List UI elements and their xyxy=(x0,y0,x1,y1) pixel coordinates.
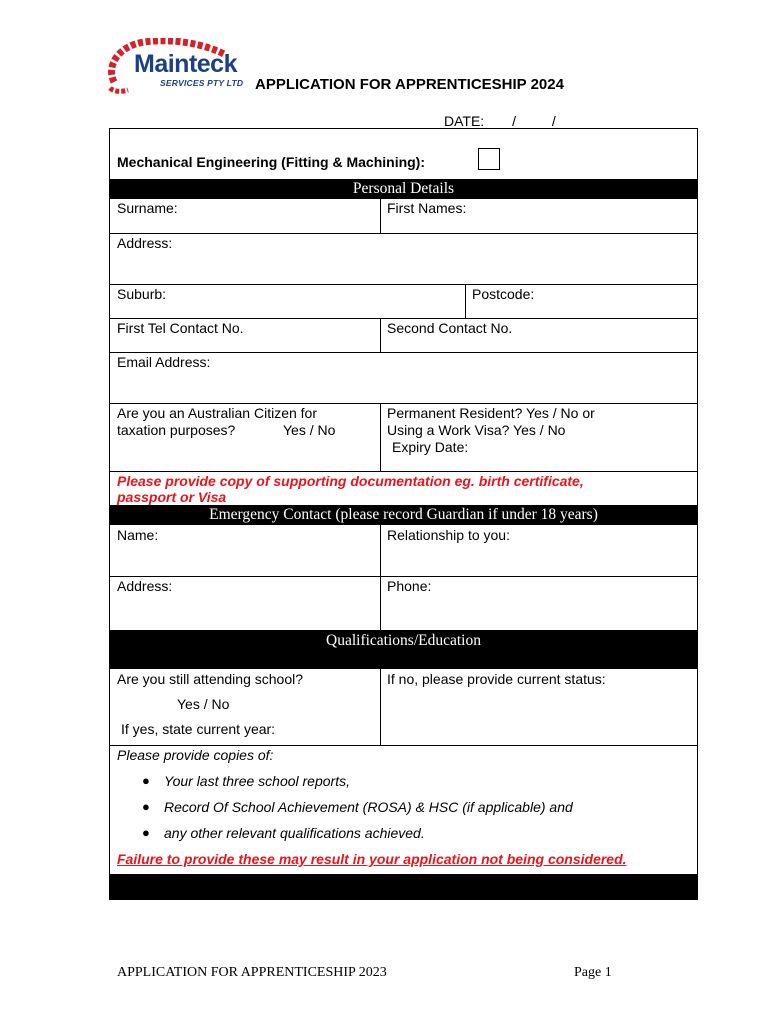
divider xyxy=(380,318,381,352)
expiry-date-field[interactable]: Expiry Date: xyxy=(392,439,469,455)
footer-title: APPLICATION FOR APPRENTICESHIP 2023 xyxy=(117,965,387,980)
surname-field[interactable]: Surname: xyxy=(117,200,178,216)
date-separator: / xyxy=(512,113,516,129)
documentation-notice-line1: Please provide copy of supporting documentation eg. birth certificate, xyxy=(117,473,584,489)
bullet-icon: ● xyxy=(142,799,150,814)
bottom-bar xyxy=(110,874,697,899)
postcode-field[interactable]: Postcode: xyxy=(472,286,535,302)
resident-question-line1[interactable]: Permanent Resident? Yes / No or xyxy=(387,405,595,421)
first-tel-field[interactable]: First Tel Contact No. xyxy=(117,320,244,336)
divider xyxy=(380,199,381,233)
emergency-name-field[interactable]: Name: xyxy=(117,527,159,543)
current-status-field[interactable]: If no, please provide current status: xyxy=(387,671,606,687)
divider xyxy=(109,576,698,577)
course-label: Mechanical Engineering (Fitting & Machining): xyxy=(117,154,426,170)
date-separator: / xyxy=(551,113,556,129)
current-year-field[interactable]: If yes, state current year: xyxy=(121,721,276,737)
failure-warning: Failure to provide these may result in your application not being considered. xyxy=(117,851,627,867)
copies-intro: Please provide copies of: xyxy=(117,747,274,763)
divider xyxy=(109,745,698,746)
emergency-address-field[interactable]: Address: xyxy=(117,578,173,594)
email-field[interactable]: Email Address: xyxy=(117,354,211,370)
divider xyxy=(109,403,698,404)
logo-subtitle: SERVICES PTY LTD xyxy=(160,78,244,88)
citizen-options[interactable]: Yes / No xyxy=(283,422,336,438)
attending-school-question: Are you still attending school? xyxy=(117,671,303,687)
relationship-field[interactable]: Relationship to you: xyxy=(387,527,510,543)
second-tel-field[interactable]: Second Contact No. xyxy=(387,320,513,336)
section-header-emergency: Emergency Contact (please record Guardian if under 18 years) xyxy=(110,505,697,525)
bullet-icon: ● xyxy=(142,773,150,788)
first-names-field[interactable]: First Names: xyxy=(387,200,467,216)
citizen-question-line2: taxation purposes? xyxy=(117,422,236,438)
section-header-education: Qualifications/Education xyxy=(110,630,697,669)
divider xyxy=(109,318,698,319)
divider xyxy=(380,403,381,471)
documentation-notice-line2: passport or Visa xyxy=(117,489,227,505)
divider xyxy=(380,669,381,745)
attending-school-options[interactable]: Yes / No xyxy=(177,696,230,712)
suburb-field[interactable]: Suburb: xyxy=(117,286,167,302)
copies-item: Your last three school reports, xyxy=(164,773,350,789)
date-label: DATE: xyxy=(444,113,485,129)
copies-item: any other relevant qualifications achieved. xyxy=(164,825,425,841)
address-field[interactable]: Address: xyxy=(117,235,173,251)
divider xyxy=(465,284,466,318)
emergency-phone-field[interactable]: Phone: xyxy=(387,578,432,594)
divider xyxy=(109,233,698,234)
date-field[interactable] xyxy=(444,113,556,129)
bullet-icon: ● xyxy=(142,825,150,840)
logo-wordmark: Mainteck xyxy=(134,50,237,78)
divider xyxy=(109,471,698,472)
divider xyxy=(109,352,698,353)
page-number: Page 1 xyxy=(574,965,612,980)
divider xyxy=(109,284,698,285)
company-logo xyxy=(104,38,256,94)
page-title: APPLICATION FOR APPRENTICESHIP 2024 xyxy=(255,76,564,93)
course-checkbox[interactable] xyxy=(478,148,500,170)
divider xyxy=(380,525,381,630)
section-header-personal: Personal Details xyxy=(110,179,697,199)
citizen-question-line1: Are you an Australian Citizen for xyxy=(117,405,317,421)
resident-question-line2[interactable]: Using a Work Visa? Yes / No xyxy=(387,422,566,438)
copies-item: Record Of School Achievement (ROSA) & HSC (if applicable) and xyxy=(164,799,573,815)
